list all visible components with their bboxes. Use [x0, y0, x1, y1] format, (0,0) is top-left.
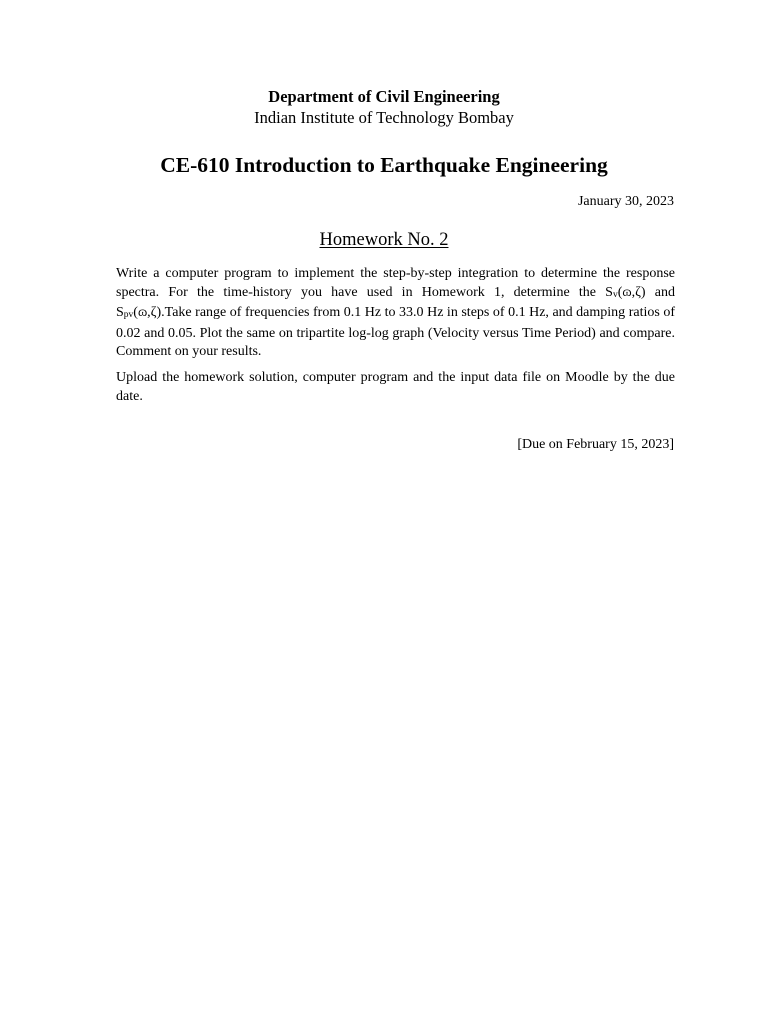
upload-paragraph: Upload the homework solution, computer program and the input data file on Moodle by the due date.	[116, 370, 675, 404]
function-args-1: (ɷ,ζ)	[617, 284, 646, 300]
subscript-pv: pv	[123, 310, 134, 320]
function-args-2: (ɷ,ζ)	[133, 305, 162, 320]
document-date: January 30, 2023	[577, 194, 674, 209]
homework-title	[0, 228, 768, 252]
para1-text-start: Write a computer program to implement the step-by-step integration to determine the response spectra. For the time-history you have used in Homework 1, determine the S	[116, 266, 675, 300]
homework-title-text: Homework No. 2	[319, 230, 449, 250]
and-text: and S	[116, 284, 675, 320]
course-title: CE-610 Introduction to Earthquake Engineering	[160, 153, 608, 177]
department-name: Department of Civil Engineering	[268, 87, 500, 106]
institute-name: Indian Institute of Technology Bombay	[254, 108, 514, 127]
due-date: [Due on February 15, 2023]	[517, 437, 674, 452]
para1-text-end: .Take range of frequencies from 0.1 Hz to 33.0 Hz in steps of 0.1 Hz, and damping ratios of 0.02 and 0.05. Plot the same on tripartite log-log graph (Velocity versus Time Period) and compare. Comment on your results.	[116, 305, 675, 359]
subscript-v: v	[612, 289, 618, 300]
instructions-paragraph	[116, 265, 675, 362]
